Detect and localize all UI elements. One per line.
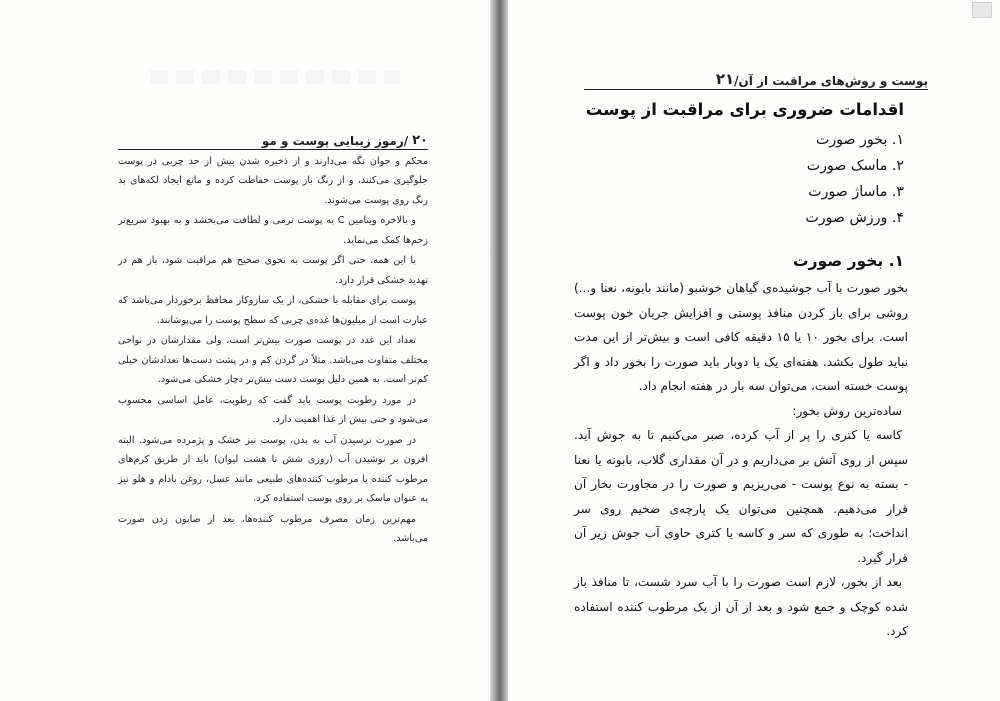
left-page-header [118, 126, 428, 150]
section-title: اقدامات ضروری برای مراقبت از پوست [585, 100, 904, 119]
paragraph: و بالاخره ویتامین C به پوست نرمی و لطافت می‌بخشد و به بهبود سریع‌تر زخم‌ها کمک می‌نماید. [118, 215, 428, 246]
subsection-title: ۱. بخور صورت [793, 252, 904, 270]
left-header-title: رموز زیبایی پوست و مو [261, 134, 404, 148]
left-page [0, 0, 490, 701]
paragraph: با این همه، حتی اگر پوست به نحوی صحیح هم مراقبت شود، باز هم در تهدید خشکی قرار دارد. [118, 255, 428, 286]
scan-corner-icon [972, 2, 992, 18]
paragraph: کاسه یا کتری را پر از آب کرده، صبر می‌کنیم تا به جوش آید. سپس از روی آتش بر می‌داریم و در آن مقداری گلاب، بابونه یا نعنا - بسته به نوع پوست - می‌ریزیم و صورت را در مجاورت بخار آن قرار می‌دهیم. همچنین می‌توان یک پارچه‌ی ضخیم روی سر انداخت؛ به طوری که سر و کاسه یا کتری حاوی آب جوش زیر آن قرار گیرد. [574, 428, 908, 565]
list-item: ۲. ماسک صورت [806, 158, 904, 174]
left-page-number: ۲۰ [412, 133, 428, 148]
bleed-through-shadow [150, 70, 400, 84]
right-page-body [574, 276, 908, 644]
paragraph: بخور صورت با آب جوشیده‌ی گیاهان خوشبو (مانند بابونه، نعنا و...) روشی برای باز کردن منافذ پوستی و افزایش جریان خون پوست است. برای بخور ۱۰ یا ۱۵ دقیقه کافی است و بیش‌تر از این مدت نباید طول بکشد. هفته‌ای یک یا دوبار باید صورت را بخور داد و اگر پوست خسته است، می‌توان سه بار در هفته انجام داد. [574, 281, 908, 393]
paragraph: ساده‌ترین روش بخور: [792, 403, 902, 418]
right-header-separator: / [734, 74, 739, 88]
list-item: ۳. ماساژ صورت [808, 184, 904, 200]
paragraph: بعد از بخور، لازم است صورت را با آب سرد شست، تا منافذ باز شده کوچک و جمع شود و بعد از آن از یک مرطوب کننده استفاده کرد. [574, 575, 908, 638]
right-page-number: ۲۱ [715, 70, 735, 88]
paragraph: در صورت نرسیدن آب به بدن، پوست نیز خشک و پژمرده می‌شود. البته افزون بر نوشیدن آب (روزی شش تا هشت لیوان) باید از طریق کرم‌های مرطوب کننده یا مرطوب کننده‌های طبیعی مانند عسل، روغن بادام و هلو نیز به عنوان ماسک بر روی پوست استفاده کرد. [118, 434, 428, 505]
paragraph: محکم و جوان نگه می‌دارند و از ذخیره شدن بیش از حد چربی در پوست جلوگیری می‌کنند، و از رنگ باز پوست حفاظت کرده و مانع ایجاد لکه‌های بد رنگ روی پوست می‌شوند. [118, 156, 428, 206]
left-header-separator: / [403, 134, 409, 148]
list-item: ۱. بخور صورت [815, 132, 904, 148]
list-item: ۴. ورزش صورت [805, 210, 904, 226]
paragraph: تعداد این غدد در پوست صورت بیش‌تر است، ولی مقدارشان در نواحی مختلف متفاوت می‌باشد. مثلاً در گردن کم و در پشت دست‌ها تعدادشان خیلی کم‌تر است. به همین دلیل پوست دست بیش‌تر دچار خشکی می‌شود. [118, 335, 428, 386]
right-page-header [584, 68, 928, 90]
paragraph: پوست برای مقابله با خشکی، از یک سازوکار محافظ برخوردار می‌باشد که عبارت است از میلیون‌ها غده‌ی چربی که سطح پوست را می‌پوشانند. [118, 295, 428, 326]
paragraph: مهم‌ترین زمان مصرف مرطوب کننده‌ها، بعد از صابون زدن صورت می‌باشد. [118, 513, 428, 545]
right-header-title: پوست و روش‌های مراقبت از آن [738, 74, 928, 88]
care-steps-list [640, 127, 904, 231]
paragraph: در مورد رطوبت پوست باید گفت که رطوبت، عامل اساسی محسوب می‌شود و حتی بیش از غذا اهمیت دارد. [118, 394, 428, 426]
book-gutter [490, 0, 508, 701]
left-page-body [118, 152, 428, 550]
